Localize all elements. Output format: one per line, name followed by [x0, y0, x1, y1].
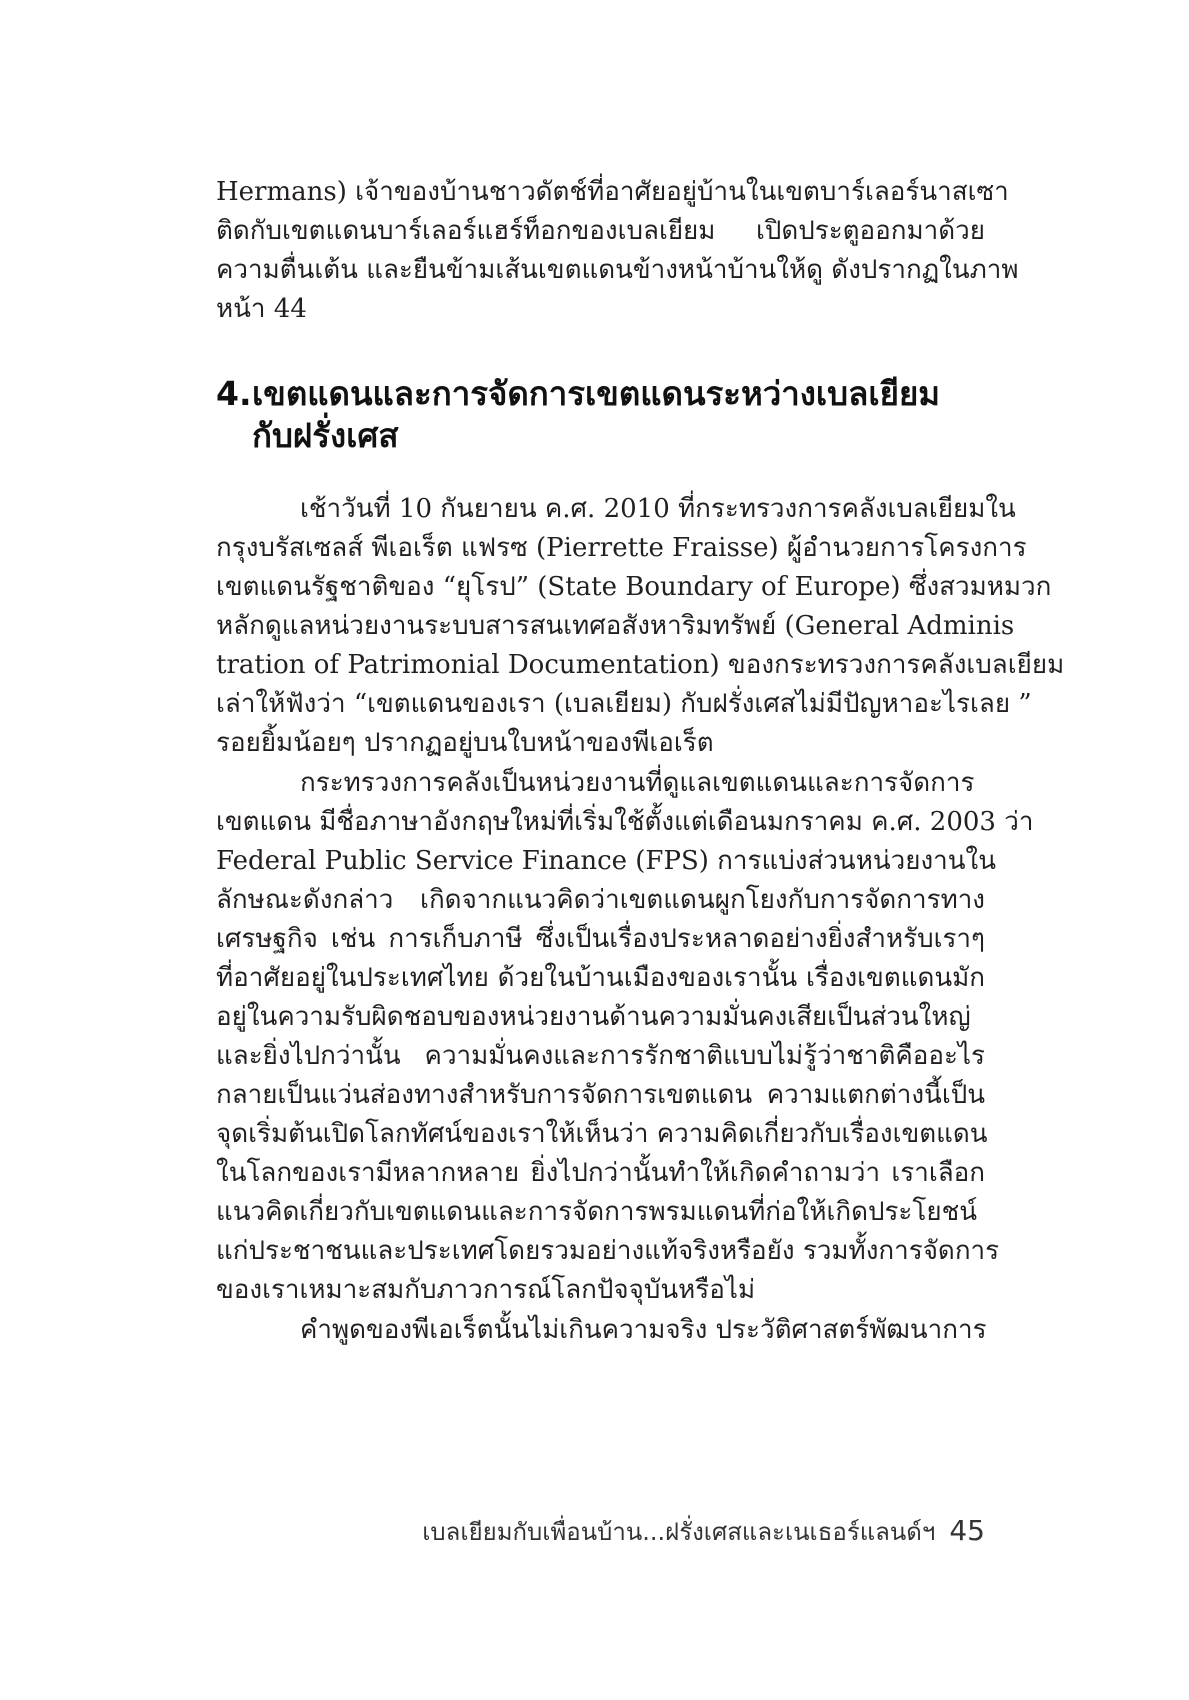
- text-line: กระทรวงการคลังเป็นหน่วยงานที่ดูแลเขตแดนและการจัดการ: [300, 768, 975, 798]
- text-line: คำพูดของพีเอเร็ตนั้นไม่เกินความจริง ประวัติศาสตร์พัฒนาการ: [300, 1315, 987, 1345]
- text-line: รอยยิ้มน้อยๆ ปรากฏอยู่บนใบหน้าของพีเอเร็ต: [216, 728, 714, 758]
- text-line: เขตแดน มีชื่อภาษาอังกฤษใหม่ที่เริ่มใช้ตั้งแต่เดือนมกราคม ค.ศ. 2003 ว่า: [216, 807, 1034, 837]
- text-line: กรุงบรัสเซลส์ พีเอเร็ต แฟรซ (Pierrette Fraisse) ผู้อำนวยการโครงการ: [216, 533, 1027, 563]
- running-title: เบลเยียมกับเพื่อนบ้าน...ฝรั่งเศสและเนเธอร์แลนด์ฯ: [422, 1518, 936, 1546]
- text-line: ที่อาศัยอยู่ในประเทศไทย ด้วยในบ้านเมืองของเรานั้น เรื่องเขตแดนมัก: [216, 963, 985, 993]
- section-title-line-2: กับฝรั่งเศส: [252, 416, 399, 455]
- text-line: แนวคิดเกี่ยวกับเขตแดนและการจัดการพรมแดนที่ก่อให้เกิดประโยชน์: [216, 1197, 978, 1227]
- text-line: ติดกับเขตแดนบาร์เลอร์แฮร์ท็อกของเบลเยียม เปิดประตูออกมาด้วย: [216, 216, 985, 246]
- text-line: เศรษฐกิจ เช่น การเก็บภาษี ซึ่งเป็นเรื่องประหลาดอย่างยิ่งสำหรับเราๆ: [216, 924, 985, 954]
- text-line: ของเราเหมาะสมกับภาวการณ์โลกปัจจุบันหรือไม่: [216, 1275, 756, 1305]
- text-line: Hermans) เจ้าของบ้านชาวดัตช์ที่อาศัยอยู่บ้านในเขตบาร์เลอร์นาสเซา: [216, 177, 1009, 207]
- text-line: เขตแดนรัฐชาติของ “ยุโรป” (State Boundary of Europe) ซึ่งสวมหมวก: [216, 572, 1052, 602]
- text-line: Federal Public Service Finance (FPS) การแบ่งส่วนหน่วยงานใน: [216, 846, 996, 876]
- section-number: 4.: [216, 374, 252, 413]
- section-heading: [216, 372, 940, 416]
- text-line: เล่าให้ฟังว่า “เขตแดนของเรา (เบลเยียม) กับฝรั่งเศสไม่มีปัญหาอะไรเลย ”: [216, 689, 1032, 719]
- text-line: จุดเริ่มต้นเปิดโลกทัศน์ของเราให้เห็นว่า ความคิดเกี่ยวกับเรื่องเขตแดน: [216, 1119, 988, 1149]
- text-line: หน้า 44: [216, 294, 307, 324]
- text-line: หลักดูแลหน่วยงานระบบสารสนเทศอสังหาริมทรัพย์ (General Adminis: [216, 611, 1015, 641]
- text-line: ในโลกของเรามีหลากหลาย ยิ่งไปกว่านั้นทำให้เกิดคำถามว่า เราเลือก: [216, 1158, 985, 1188]
- text-line: อยู่ในความรับผิดชอบของหน่วยงานด้านความมั่นคงเสียเป็นส่วนใหญ่: [216, 1002, 971, 1032]
- text-line: และยิ่งไปกว่านั้น ความมั่นคงและการรักชาติแบบไม่รู้ว่าชาติคืออะไร: [216, 1041, 985, 1071]
- text-line: tration of Patrimonial Documentation) ของกระทรวงการคลังเบลเยียม: [216, 650, 1065, 680]
- page-number: 45: [949, 1514, 985, 1547]
- section-title-line-1: เขตแดนและการจัดการเขตแดนระหว่างเบลเยียม: [252, 374, 941, 413]
- text-line: ความตื่นเต้น และยืนข้ามเส้นเขตแดนข้างหน้าบ้านให้ดู ดังปรากฏในภาพ: [216, 255, 1019, 285]
- page-footer: [422, 1512, 985, 1551]
- text-line: กลายเป็นแว่นส่องทางสำหรับการจัดการเขตแดน ความแตกต่างนี้เป็น: [216, 1080, 985, 1110]
- text-line: เช้าวันที่ 10 กันยายน ค.ศ. 2010 ที่กระทรวงการคลังเบลเยียมใน: [300, 494, 1016, 524]
- text-line: แก่ประชาชนและประเทศโดยรวมอย่างแท้จริงหรือยัง รวมทั้งการจัดการ: [216, 1236, 1000, 1266]
- text-line: ลักษณะดังกล่าว เกิดจากแนวคิดว่าเขตแดนผูกโยงกับการจัดการทาง: [216, 885, 985, 915]
